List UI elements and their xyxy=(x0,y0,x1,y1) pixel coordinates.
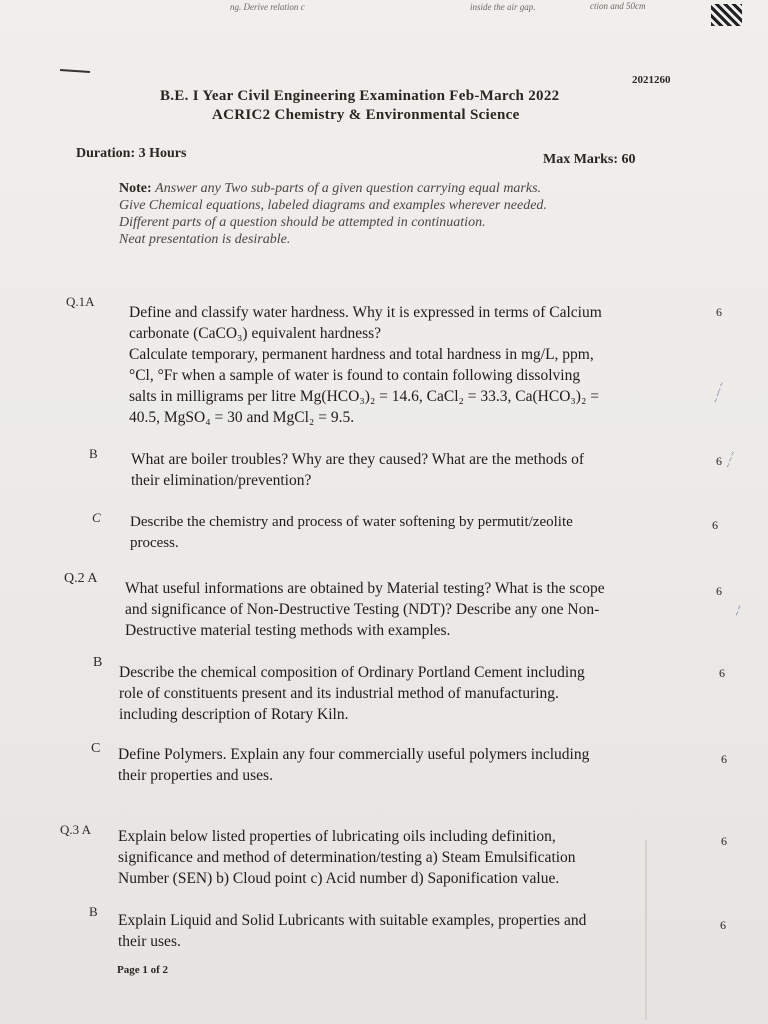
question-number: B xyxy=(93,655,103,670)
question-line: their properties and uses. xyxy=(118,767,273,784)
question-text xyxy=(125,578,605,641)
note-label: Note: xyxy=(119,181,152,196)
instructions-note xyxy=(119,180,547,248)
note-line-4: Neat presentation is desirable. xyxy=(119,232,291,247)
question-line: Number (SEN) b) Cloud point c) Acid number d) Saponification value. xyxy=(118,870,560,887)
question-number: C xyxy=(92,510,101,525)
corner-pattern xyxy=(711,4,742,26)
question-text xyxy=(119,662,585,725)
bleed-text-right: ction and 50cm xyxy=(590,1,646,11)
question-text xyxy=(118,744,589,786)
question-number: B xyxy=(89,446,98,461)
question-number: Q.1A xyxy=(66,294,95,309)
question-line: carbonate (CaCO₃) equivalent hardness? xyxy=(129,325,382,342)
question-text xyxy=(118,826,576,889)
max-marks: Max Marks: 60 xyxy=(543,152,636,167)
question-line: What are boiler troubles? Why are they caused? What are the methods of xyxy=(131,451,585,468)
question-line: Describe the chemistry and process of water softening by permutit/zeolite xyxy=(130,514,573,530)
question-line: process. xyxy=(130,535,179,551)
question-line: Calculate temporary, permanent hardness and total hardness in mg/L, ppm, xyxy=(129,346,594,363)
question-line: Describe the chemical composition of Ordinary Portland Cement including xyxy=(119,664,585,681)
question-text xyxy=(130,512,573,554)
question-line: °Cl, °Fr when a sample of water is found to contain following dissolving xyxy=(129,367,581,384)
question-line: 40.5, MgSO₄ = 30 and MgCl₂ = 9.5. xyxy=(129,409,355,426)
question-line: their elimination/prevention? xyxy=(131,472,312,489)
question-line: Destructive material testing methods with examples. xyxy=(125,622,451,639)
question-line: salts in milligrams per litre Mg(HCO₃)₂ = 14.6, CaCl₂ = 33.3, Ca(HCO₃)₂ = xyxy=(129,388,599,405)
question-line: role of constituents present and its industrial method of manufacturing. xyxy=(119,685,559,702)
question-line: and significance of Non-Destructive Testing (NDT)? Describe any one Non- xyxy=(125,601,600,618)
exam-title: B.E. I Year Civil Engineering Examination Feb-March 2022 xyxy=(160,88,560,104)
question-text xyxy=(129,302,602,428)
bleed-text-mid: inside the air gap. xyxy=(470,2,536,12)
marks-value: 6 xyxy=(721,834,727,848)
question-text xyxy=(131,449,584,491)
question-line: Define and classify water hardness. Why it is expressed in terms of Calcium xyxy=(129,304,602,321)
question-line: What useful informations are obtained by Material testing? What is the scope xyxy=(125,580,605,597)
marks-value: 6 xyxy=(716,305,722,319)
marks-value: 6 xyxy=(712,518,718,532)
question-line: Explain below listed properties of lubricating oils including definition, xyxy=(118,828,556,845)
subject-title: ACRIC2 Chemistry & Environmental Science xyxy=(212,107,520,123)
question-line: including description of Rotary Kiln. xyxy=(119,706,349,723)
note-line-1: Answer any Two sub-parts of a given question carrying equal marks. xyxy=(155,181,542,196)
marks-value: 6 xyxy=(720,918,726,932)
handwritten-margin-note: ~ ~~ ~ xyxy=(710,380,727,405)
question-line: their uses. xyxy=(118,933,181,950)
question-line: significance and method of determination/testing a) Steam Emulsification xyxy=(118,849,576,866)
bleed-text-left: ng. Derive relation c xyxy=(230,2,305,12)
marks-value: 6 xyxy=(716,454,722,468)
marks-value: 6 xyxy=(716,584,722,598)
question-text xyxy=(118,910,586,952)
pen-mark xyxy=(60,69,90,73)
paper-code: 2021260 xyxy=(632,74,671,86)
question-line: Define Polymers. Explain any four commercially useful polymers including xyxy=(118,746,590,763)
question-number: Q.2 A xyxy=(64,571,98,586)
note-line-2: Give Chemical equations, labeled diagrams and examples wherever needed. xyxy=(119,198,547,213)
handwritten-margin-note: ~ ~ xyxy=(732,603,745,618)
note-line-3: Different parts of a question should be attempted in continuation. xyxy=(119,215,486,230)
question-number: C xyxy=(91,741,101,756)
page-number: Page 1 of 2 xyxy=(117,964,169,976)
marks-value: 6 xyxy=(721,752,727,766)
duration: Duration: 3 Hours xyxy=(76,146,187,161)
fold-line xyxy=(645,840,647,1020)
handwritten-margin-note: ~ ~ ~ xyxy=(723,449,738,470)
marks-value: 6 xyxy=(719,666,725,680)
question-line: Explain Liquid and Solid Lubricants with suitable examples, properties and xyxy=(118,912,587,929)
question-number: B xyxy=(89,904,98,919)
question-number: Q.3 A xyxy=(60,822,92,837)
